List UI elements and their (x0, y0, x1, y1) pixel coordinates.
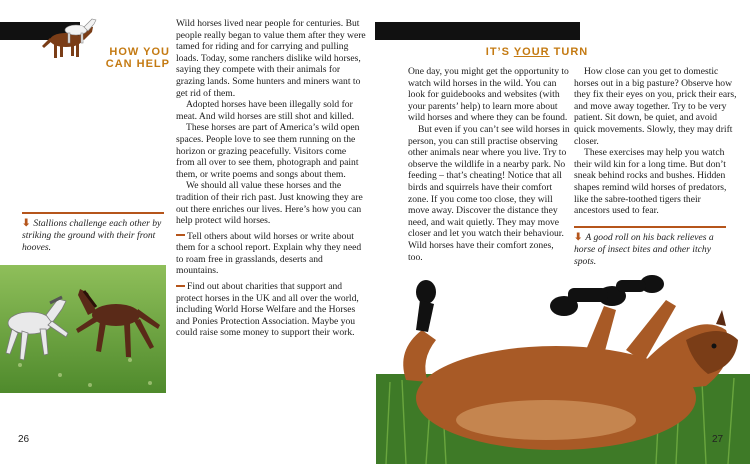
right-text-column-2 (574, 66, 738, 217)
paragraph: These horses are part of America’s wild open spaces. People love to see them running on the horizon or grazing peacefully. Visitors come from all over to see them, photograph and paint them, or write poems and songs about them. (176, 122, 360, 180)
bullet-item (176, 231, 366, 277)
right-text-column-1 (408, 66, 570, 263)
rolling-horse-photo (376, 270, 750, 464)
page-number-right: 27 (712, 434, 724, 445)
caption-rule (22, 212, 164, 214)
left-page (0, 0, 372, 464)
how-you-can-help-heading (100, 46, 170, 70)
arrow-down-icon: ⬇ (574, 232, 583, 243)
paragraph: But even if you can’t see wild horses in person, you can still practise observing other animals near where you live. Try to observe the wildlife in a nearby park. No feeding – that’s cheating! Notice that all birds and squirrels have their comfort zone. If you come too close, they will move away. Discover the distance they need, and wait quietly. They may move closer and let you watch their behaviour. Wild horses have their comfort zones, too. (408, 123, 570, 263)
photo-caption (22, 218, 162, 254)
left-text-column (176, 18, 366, 339)
its-your-turn-heading (462, 46, 612, 58)
page-number-left: 26 (18, 434, 30, 445)
caption-text: Stallions challenge each other by striking the ground with their front hooves. (22, 218, 162, 253)
paragraph: Adopted horses have been illegally sold for meat. And wild horses are still shot and killed. (176, 99, 354, 122)
stallions-photo (0, 265, 166, 393)
bullet-item (176, 281, 366, 339)
right-banner (375, 22, 580, 40)
horse-silhouette-icon (26, 14, 100, 66)
paragraph: Wild horses lived near people for centuries. But people really began to value them after they were tamed for riding and for carrying and pulling loads. Today, some ranchers dislike wild horses, saying they compete with their animals for grazing lands. Some hunters and miners want to get rid of them. (176, 18, 366, 99)
paragraph: One day, you might get the opportunity to watch wild horses in the wild. You can look for guidebooks and websites (with your parents’ help) to learn more about wild horses and where they can be found. (408, 66, 569, 124)
paragraph: We should all value these horses and the tradition of their rich past. Just knowing they are out there enriches our lives. Here’s how you can help protect wild horses. (176, 180, 363, 227)
caption-rule (574, 226, 726, 228)
photo-caption (574, 232, 726, 268)
paragraph: These exercises may help you watch their wild kin for a long time. But don’t sneak behind rocks and bushes. Hidden shapes remind wild horses of predators, like the sabre-toothed tigers their ancestors used to fear. (574, 147, 727, 217)
heading-emphasis: YOUR (513, 46, 550, 58)
bullet-marker (176, 285, 185, 287)
heading-prefix: IT’S (485, 46, 514, 58)
heading-line-2: CAN HELP (105, 58, 170, 70)
caption-text: A good roll on his back relieves a horse of insect bites and other itchy spots. (574, 232, 714, 267)
heading-suffix: TURN (549, 46, 589, 58)
bullet-marker (176, 234, 185, 236)
bullet-text: Find out about charities that support and protect horses in the UK and all over the world, including World Horse Welfare and the Horses and Ponies Protection Association. Maybe you could raise some money to support their work. (176, 281, 359, 339)
right-page (372, 0, 750, 464)
paragraph: How close can you get to domestic horses out in a big pasture? Observe how they fix their eyes on you, prick their ears, and move away together. Try to be very patient. Sit down, be quiet, and avoid quick movements. Slowly, they may drift closer. (574, 66, 737, 147)
arrow-down-icon: ⬇ (22, 218, 31, 229)
bullet-text: Tell others about wild horses or write about them for a school report. Explain why they need to roam free in grasslands, deserts and mountains. (176, 230, 362, 277)
heading-line-1: HOW YOU (109, 46, 170, 58)
